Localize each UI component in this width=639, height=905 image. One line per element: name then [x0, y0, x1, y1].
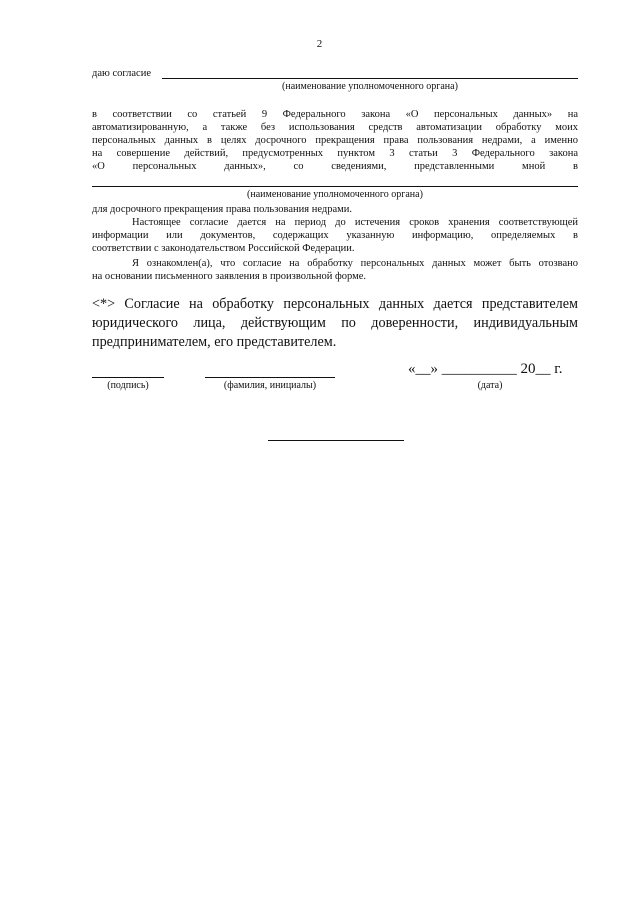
authority-line-1 [162, 78, 578, 79]
footnote-line: <*> Согласие на обработку персональных данных дается представителем [92, 296, 578, 312]
label-signature: (подпись) [107, 380, 149, 391]
paragraph-line: на совершение действий, предусмотренных пунктом 3 статьи 3 Федерального закона [92, 148, 578, 159]
paragraph-line: Я ознакомлен(а), что согласие на обработку персональных данных может быть отозвано [132, 258, 578, 269]
label-date: (дата) [477, 380, 503, 391]
authority-line-2 [92, 186, 578, 187]
end-separator [268, 440, 404, 441]
consent-intro: даю согласие [92, 68, 151, 79]
label-name: (фамилия, инициалы) [223, 380, 317, 391]
paragraph-line: автоматизированную, а также без использования средств автоматизации обработку моих [92, 122, 578, 133]
paragraph-revoke [92, 257, 578, 283]
caption-authority-1: (наименование уполномоченного органа) [282, 81, 458, 92]
footnote-line: юридического лица, действующим по доверенности, индивидуальным [92, 315, 578, 331]
date-field: «__» __________ 20__ г. [408, 361, 563, 377]
name-line [205, 377, 335, 378]
paragraph-line: в соответствии со статьей 9 Федерального закона «О персональных данных» на [92, 109, 578, 120]
paragraph-line: информации или документов, содержащих указанную информацию, определяемых в [92, 230, 578, 241]
page-number: 2 [316, 38, 323, 50]
paragraph-line: персональных данных в целях досрочного прекращения права пользования недрами, а именно [92, 135, 578, 146]
signature-line [92, 377, 164, 378]
paragraph-line: Настоящее согласие дается на период до истечения сроков хранения соответствующей [132, 217, 578, 228]
paragraph-period [92, 216, 578, 255]
purpose-line: для досрочного прекращения права пользования недрами. [92, 204, 353, 215]
paragraph-legal-basis [92, 108, 578, 173]
paragraph-line: «О персональных данных», со сведениями, представленными мной в [92, 161, 578, 172]
paragraph-line: соответствии с законодательством Российской Федерации. [92, 243, 355, 254]
footnote-line: предпринимателем, его представителем. [92, 334, 337, 350]
footnote [92, 295, 578, 352]
caption-authority-2: (наименование уполномоченного органа) [247, 189, 423, 200]
paragraph-line: на основании письменного заявления в произвольной форме. [92, 271, 367, 282]
